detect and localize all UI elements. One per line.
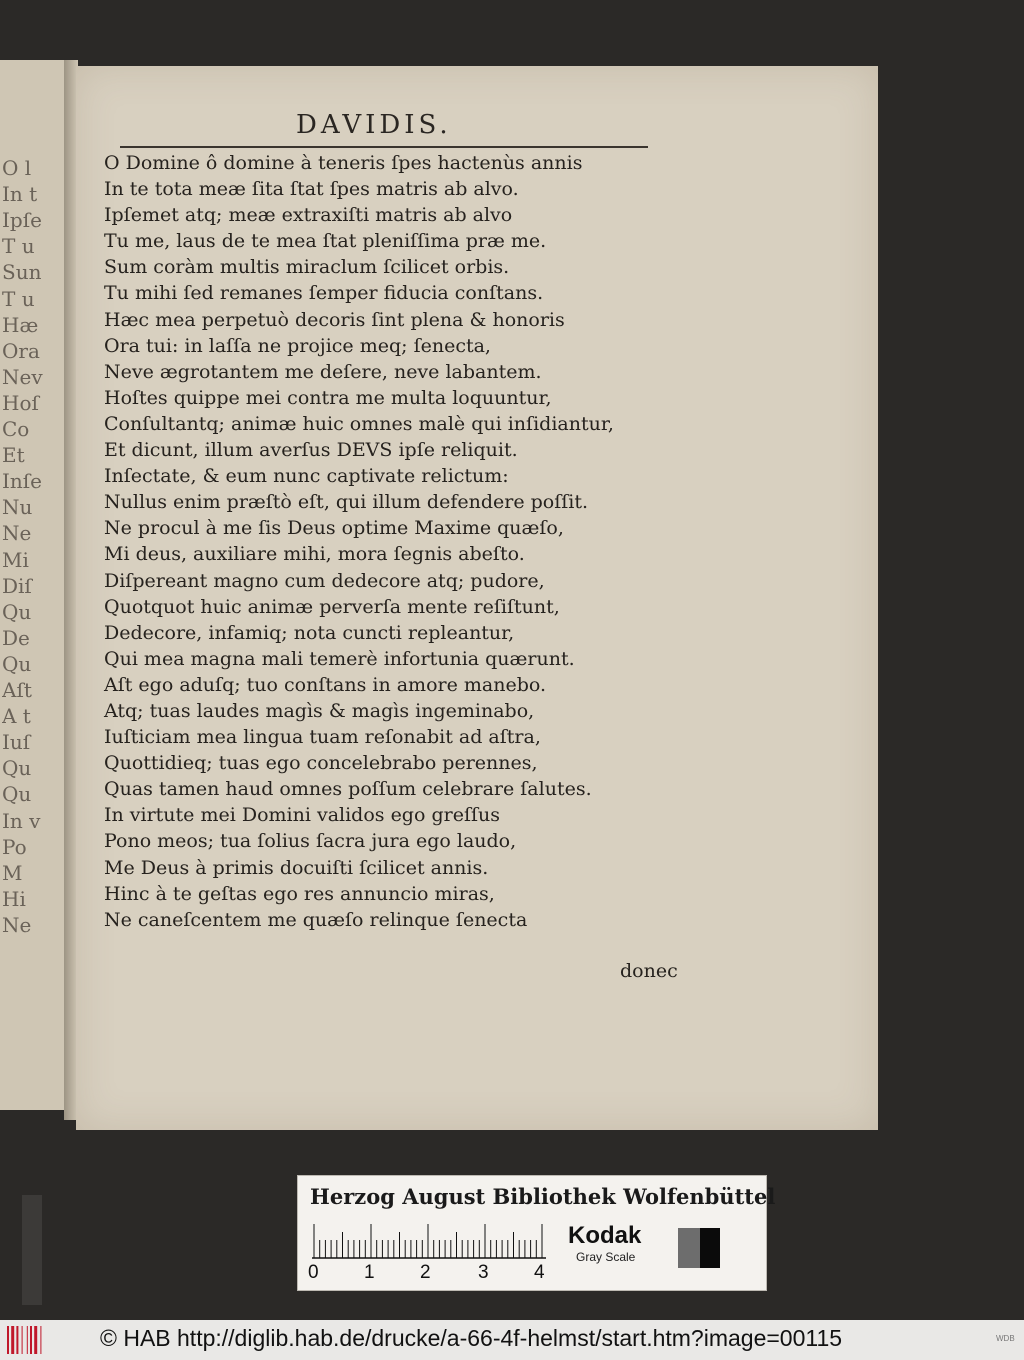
barcode-bar <box>22 1326 23 1354</box>
previous-page-fragment: In t <box>2 182 38 207</box>
ruler-number: 3 <box>478 1262 489 1283</box>
verse-line: In te tota meæ ſita ſtat ſpes matris ab alvo. <box>104 178 519 201</box>
library-name: Herzog August Bibliothek Wolfenbüttel <box>310 1184 776 1209</box>
previous-page-fragment: Ne <box>2 912 32 937</box>
barcode-bar <box>40 1326 41 1354</box>
viewer-footer <box>0 1320 1024 1360</box>
verse-line: Aſt ego aduſq; tuo conſtans in amore manebo. <box>104 673 547 696</box>
verse-line: Neve ægrotantem me deſere, neve labantem. <box>104 360 542 383</box>
copyright-link[interactable]: © HAB http://diglib.hab.de/drucke/a-66-4f-helmst/start.htm?image=00115 <box>100 1325 843 1351</box>
verse-line: Qui mea magna mali temerè infortunia quærunt. <box>104 647 575 670</box>
verse-line: In virtute mei Domini validos ego greſſus <box>104 804 500 827</box>
previous-page-fragment: Ipſe <box>2 208 42 233</box>
verse-line: O Domine ô domine à teneris ſpes hactenùs annis <box>104 152 583 174</box>
previous-page-fragment: In v <box>2 808 41 833</box>
previous-page-fragment: Diſ <box>2 573 32 598</box>
previous-page-fragment: T u <box>2 286 35 311</box>
previous-page-fragment: Hoſ <box>2 390 39 415</box>
verse-line: Quotquot huic animæ perverſa mente reſiſtunt, <box>104 595 560 618</box>
ruler-number: 4 <box>534 1262 545 1283</box>
psalm-text <box>104 150 664 933</box>
previous-page-fragment: Hi <box>2 886 26 911</box>
previous-page-fragment: Hæ <box>2 312 39 337</box>
barcode-icon <box>6 1324 48 1356</box>
previous-page-fragment: Inſe <box>2 469 43 494</box>
previous-page-fragment: Ora <box>2 338 40 363</box>
ruler-scale <box>310 1220 550 1260</box>
previous-page-fragment: Po <box>2 834 27 859</box>
barcode-bar <box>27 1326 28 1354</box>
ruler-number: 1 <box>364 1262 375 1283</box>
previous-page-fragment: Iuſ <box>2 730 31 755</box>
barcode-bar <box>7 1326 9 1354</box>
previous-page-fragment: Sun <box>2 260 42 285</box>
verse-line: Tu mihi ſed remanes ſemper fiducia conſtans. <box>104 282 544 305</box>
previous-page-fragment: Nu <box>2 495 33 520</box>
verse-line: Me Deus à primis docuiſti ſcilicet annis. <box>104 856 489 879</box>
previous-page-fragment: Qu <box>2 782 32 807</box>
barcode-bar <box>11 1326 14 1354</box>
wdb-logo-icon: WDB <box>996 1334 1015 1343</box>
verse-line: Dedecore, infamiq; nota cuncti repleantur, <box>104 621 515 644</box>
verse-line: Nullus enim præſtò eſt, qui illum defendere poſſit. <box>104 491 589 514</box>
header-rule <box>120 146 648 148</box>
gray-scale-label: Gray Scale <box>576 1250 636 1264</box>
barcode-bar <box>16 1326 18 1354</box>
barcode-bar <box>34 1326 37 1354</box>
verse-line: Inſectate, & eum nunc captivate relictum: <box>104 465 509 488</box>
catchword: donec <box>620 960 678 982</box>
verse-line: Quas tamen haud omnes poſſum celebrare ſalutes. <box>104 778 592 801</box>
black-swatch <box>700 1228 720 1268</box>
previous-page-fragment: Co <box>2 417 30 441</box>
verse-line: Atq; tuas laudes magìs & magìs ingeminabo, <box>104 699 535 722</box>
previous-page-fragment: Aſt <box>2 678 32 702</box>
previous-page-fragment: Mi <box>2 547 29 572</box>
verse-line: Ne procul à me ſis Deus optime Maxime quæſo, <box>104 517 564 540</box>
verse-line: Hoſtes quippe mei contra me multa loquuntur, <box>104 386 552 409</box>
gray-swatch <box>678 1228 700 1268</box>
verse-line: Tu me, laus de te mea ſtat pleniſſima præ me. <box>104 230 547 253</box>
verse-line: Iuſticiam mea lingua tuam reſonabit ad aſtra, <box>104 726 541 749</box>
previous-page-fragment: Ne <box>2 521 32 546</box>
verse-line: Pono meos; tua ſolius ſacra jura ego laudo, <box>104 830 517 853</box>
previous-page-fragment: A t <box>2 704 31 729</box>
barcode-bar <box>30 1326 32 1354</box>
ruler-number: 0 <box>308 1262 319 1283</box>
ruler-number: 2 <box>420 1262 431 1283</box>
verse-line: Sum coràm multis miraclum ſcilicet orbis. <box>104 256 510 279</box>
verse-line: Conſultantq; animæ huic omnes malè qui inſidiantur, <box>104 412 614 435</box>
previous-page-fragment: Nev <box>2 364 43 389</box>
previous-page-fragment: Qu <box>2 599 32 624</box>
verse-line: Ne caneſcentem me quæſo relinque ſenecta <box>104 908 528 931</box>
color-target-card <box>297 1175 776 1291</box>
previous-page-fragment: M <box>2 860 23 885</box>
verse-line: Quottidieq; tuas ego concelebrabo perennes, <box>104 752 538 775</box>
running-header: DAVIDIS. <box>296 110 452 140</box>
verse-line: Hæc mea perpetuò decoris ſint plena & honoris <box>104 308 565 331</box>
previous-page-fragment: T u <box>2 234 35 259</box>
previous-page-fragment: O l <box>2 156 32 180</box>
previous-page-edge <box>0 60 72 1110</box>
previous-page-fragment: Qu <box>2 756 32 781</box>
previous-page-fragment: De <box>2 625 30 650</box>
previous-page-fragment: Et <box>2 443 25 468</box>
verse-line: Ipſemet atq; meæ extraxiſti matris ab alvo <box>104 204 513 227</box>
previous-page-fragment: Qu <box>2 651 32 676</box>
page-marker-tab <box>22 1195 42 1305</box>
verse-line: Hinc à te geſtas ego res annuncio miras, <box>104 882 495 905</box>
kodak-logo: Kodak <box>568 1222 642 1249</box>
verse-line: Et dicunt, illum averſus DEVS ipſe reliquit. <box>104 439 518 462</box>
verse-line: Ora tui: in laſſa ne projice meq; ſenecta, <box>104 334 491 357</box>
verse-line: Diſpereant magno cum dedecore atq; pudore, <box>104 569 545 592</box>
verse-line: Mi deus, auxiliare mihi, mora ſegnis abeſto. <box>104 543 525 566</box>
